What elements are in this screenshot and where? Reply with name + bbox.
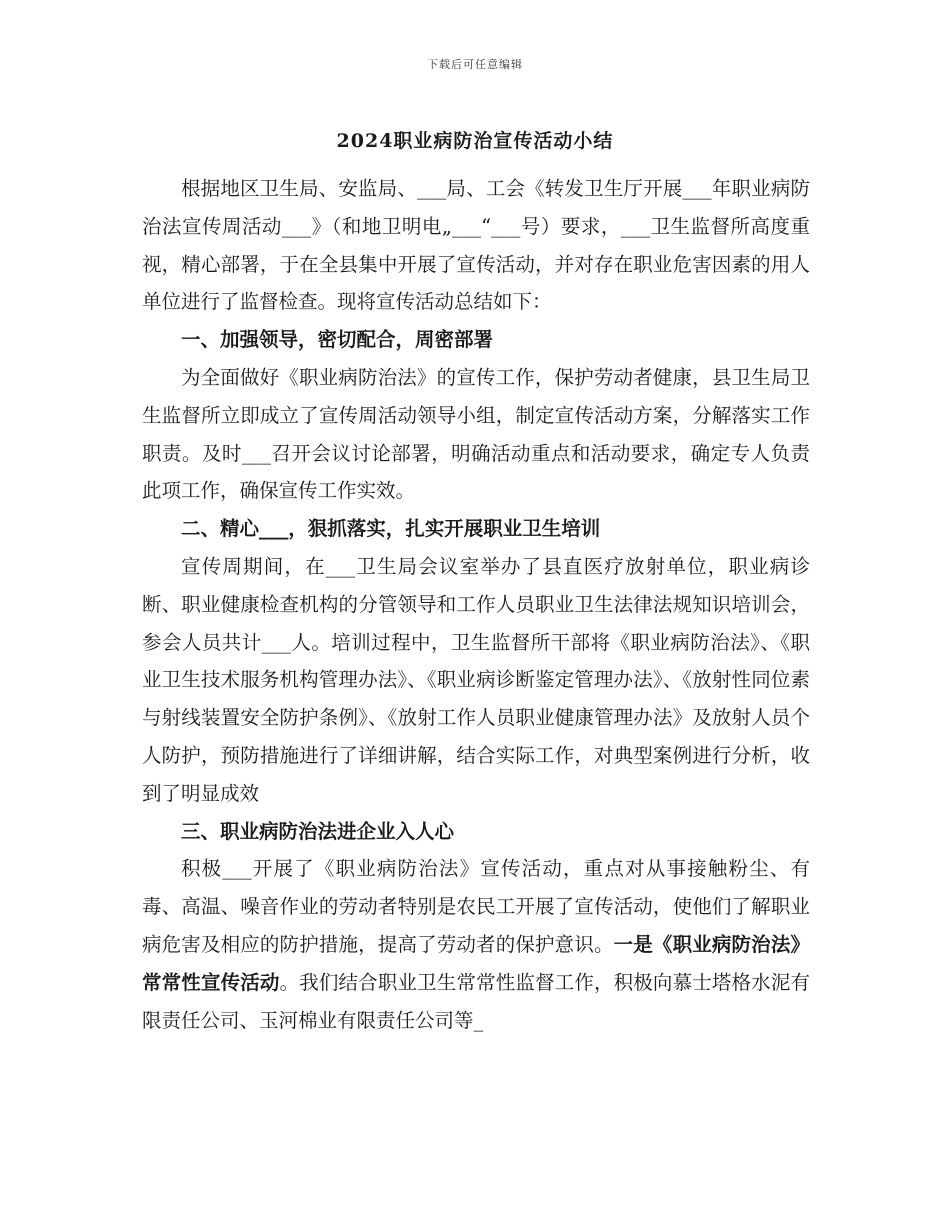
section-3-text-end: 。我们结合职业卫生常常性监督工作，积极向慕士塔格水泥有限责任公司、玉河棉业有限责任公司等_ bbox=[142, 970, 810, 1032]
section-heading-2: 二、精心___，狠抓落实，扎实开展职业卫生培训 bbox=[181, 517, 601, 541]
section-heading-1: 一、加强领导，密切配合，周密部署 bbox=[181, 328, 494, 352]
section-3-paragraph bbox=[142, 850, 810, 1039]
section-2-paragraph: 宣传周期间，在___卫生局会议室举办了县直医疗放射单位，职业病诊断、职业健康检查机构的分管领导和工作人员职业卫生法律法规知识培训会，参会人员共计___人。培训过程中，卫生监督所干部将《职业病防治法》、《职业卫生技术服务机构管理办法》、《职业病诊断鉴定管理办法》、《放射性同位素与射线装置安全防护条例》、《放射工作人员职业健康管理办法》及放射人员个人防护，预防措施进行了详细讲解，结合实际工作，对典型案例进行分析，收到了明显成效 bbox=[142, 554, 810, 805]
section-1-paragraph: 为全面做好《职业病防治法》的宣传工作，保护劳动者健康，县卫生局卫生监督所立即成立了宣传周活动领导小组，制定宣传活动方案，分解落实工作职责。及时___召开会议讨论部署，明确活动重点和活动要求，确定专人负责此项工作，确保宣传工作实效。 bbox=[142, 365, 810, 503]
intro-paragraph: 根据地区卫生局、安监局、___局、工会《转发卫生厅开展___年职业病防治法宣传周活动___》（和地卫明电„___“___号）要求，___卫生监督所高度重视，精心部署，于在全县集中开展了宣传活动，并对存在职业危害因素的用人单位进行了监督检查。现将宣传活动总结如下： bbox=[142, 177, 810, 314]
section-heading-3: 三、职业病防治法进企业入人心 bbox=[181, 819, 455, 843]
document-title: 2024职业病防治宣传活动小结 bbox=[336, 130, 614, 152]
document-body bbox=[142, 170, 810, 1039]
page-header-note: 下载后可任意编辑 bbox=[427, 58, 523, 71]
section-3-text-start: 积极___开展了《职业病防治法》宣传活动，重点对从事接触粉尘、有毒、高温、噪音作业的劳动者特别是农民工开展了宣传活动，使他们了解职业病危害及相应的防护措施，提高了劳动者的保护意识。 bbox=[142, 857, 810, 956]
section-3-bold-phrase: 一是《职业病防治法》常常性宣传活动 bbox=[142, 932, 810, 994]
